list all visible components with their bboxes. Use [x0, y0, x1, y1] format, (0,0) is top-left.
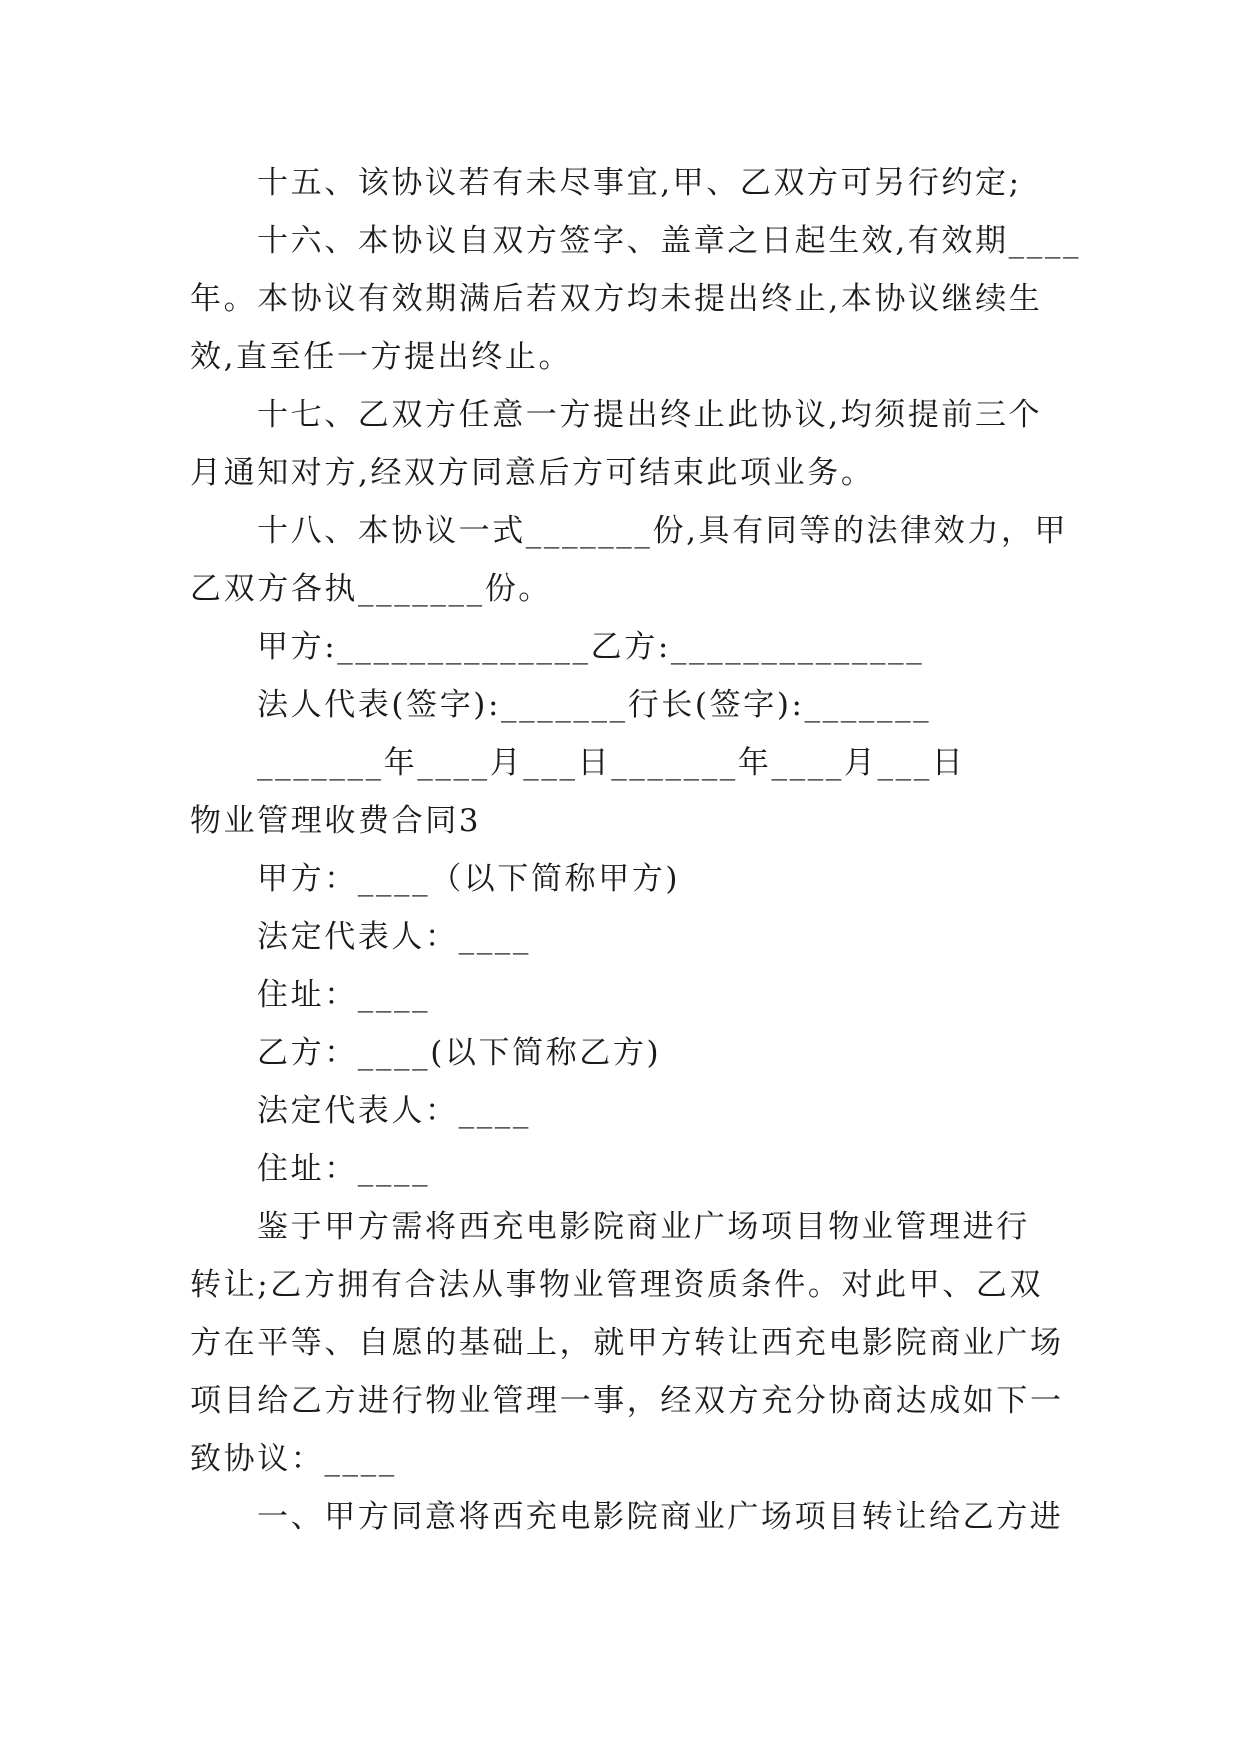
- clause-17-continuation: 月通知对方,经双方同意后方可结束此项业务。: [190, 455, 875, 491]
- party-signature-line: 甲方:______________乙方:______________: [257, 629, 925, 665]
- preamble-continuation: 致协议：____: [190, 1441, 397, 1477]
- clause-16-continuation: 效,直至任一方提出终止。: [190, 339, 573, 375]
- clause-17-line: 十七、乙双方任意一方提出终止此协议,均须提前三个: [257, 397, 1043, 433]
- preamble-line: 鉴于甲方需将西充电影院商业广场项目物业管理进行: [257, 1209, 1030, 1245]
- clause-18-line: 十八、本协议一式_______份,具有同等的法律效力，甲: [257, 513, 1069, 549]
- clause-16-continuation: 年。本协议有效期满后若双方均未提出终止,本协议继续生: [190, 281, 1043, 317]
- preamble-continuation: 方在平等、自愿的基础上，就甲方转让西充电影院商业广场: [190, 1325, 1064, 1361]
- party-a-line: 甲方：____（以下简称甲方): [257, 861, 681, 897]
- party-a-representative-line: 法定代表人：____: [257, 919, 531, 955]
- date-line: _______年____月___日_______年____月___日: [257, 745, 966, 781]
- party-b-line: 乙方：____(以下简称乙方): [257, 1035, 662, 1071]
- contract-heading: 物业管理收费合同3: [190, 803, 482, 839]
- clause-18-continuation: 乙双方各执_______份。: [190, 571, 552, 607]
- party-b-address-line: 住址：____: [257, 1151, 431, 1187]
- preamble-continuation: 转让;乙方拥有合法从事物业管理资质条件。对此甲、乙双: [190, 1267, 1044, 1303]
- preamble-continuation: 项目给乙方进行物业管理一事，经双方充分协商达成如下一: [190, 1383, 1064, 1419]
- clause-15-line: 十五、该协议若有未尽事宜,甲、乙双方可另行约定;: [257, 165, 1022, 201]
- party-b-representative-line: 法定代表人：____: [257, 1093, 531, 1129]
- party-a-address-line: 住址：____: [257, 977, 431, 1013]
- representative-signature-line: 法人代表(签字):_______行长(签字):_______: [257, 687, 932, 723]
- clause-16-line: 十六、本协议自双方签字、盖章之日起生效,有效期____: [257, 223, 1082, 259]
- article-1-line: 一、甲方同意将西充电影院商业广场项目转让给乙方进: [257, 1499, 1064, 1535]
